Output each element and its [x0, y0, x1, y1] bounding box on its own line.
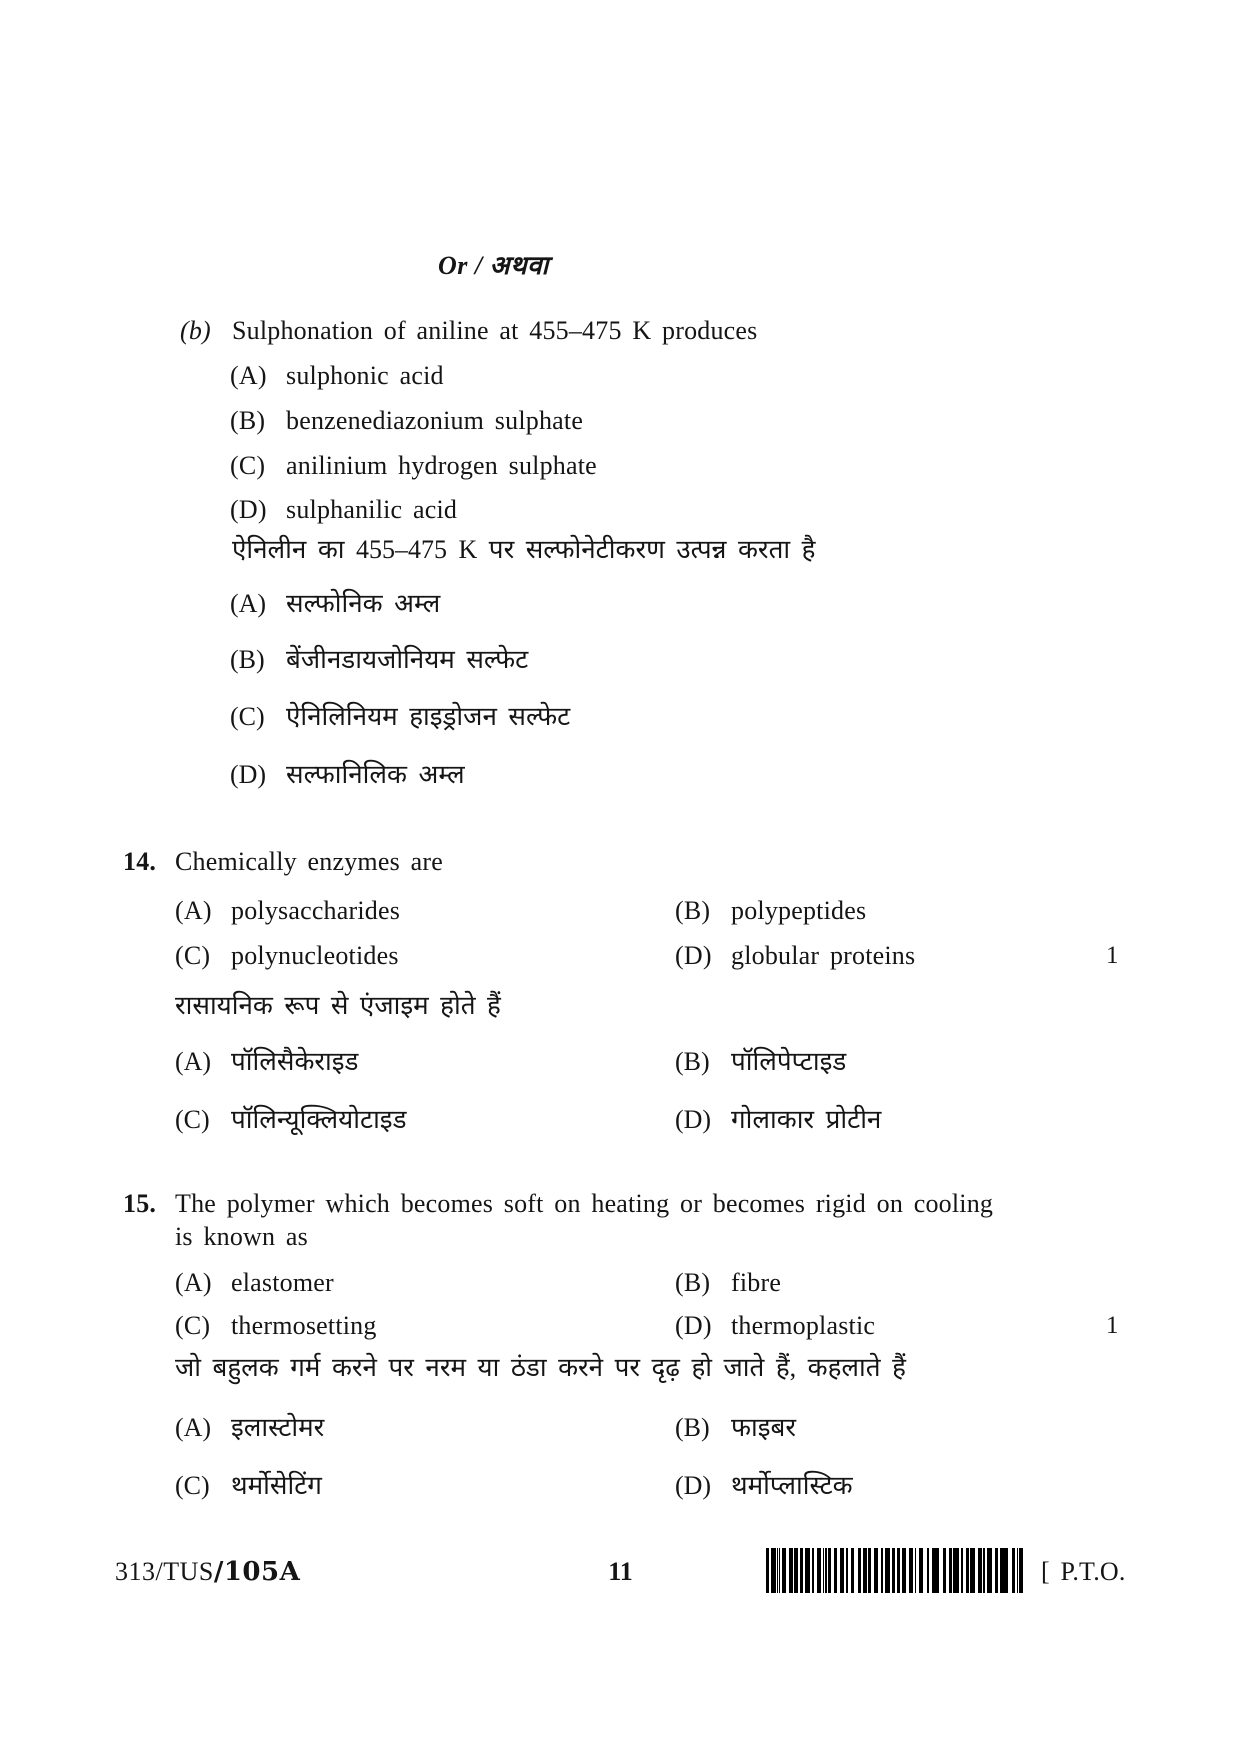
option-text: बेंजीनडायजोनियम सल्फेट	[286, 645, 529, 674]
marks-badge: 1	[1106, 1312, 1119, 1339]
option-text: पॉलिन्यूक्लियोटाइड	[231, 1105, 407, 1134]
option-text: पॉलिपेप्टाइड	[731, 1047, 847, 1076]
question-text-line: The polymer which becomes soft on heating or becomes rigid on cooling	[175, 1189, 994, 1218]
option-label: (C)	[175, 941, 211, 970]
option-row	[175, 895, 400, 928]
option-row	[675, 1267, 781, 1300]
option-label: (D)	[675, 1105, 712, 1134]
barcode	[766, 1548, 1023, 1593]
question-14	[123, 846, 443, 879]
option-label: (B)	[675, 1413, 710, 1442]
option-row	[230, 701, 570, 734]
question-number: 15.	[123, 1189, 157, 1218]
option-text: benzenediazonium sulphate	[286, 406, 584, 435]
marks-badge: 1	[1106, 942, 1119, 969]
option-row	[175, 1310, 377, 1343]
option-label: (C)	[230, 702, 265, 731]
option-row	[230, 405, 583, 438]
option-text: फाइबर	[731, 1413, 797, 1442]
option-text: पॉलिसैकेराइड	[231, 1047, 359, 1076]
option-text: सल्फोनिक अम्ल	[286, 589, 441, 618]
question-text	[175, 1188, 993, 1253]
option-label: (A)	[175, 1047, 212, 1076]
option-text: sulphanilic acid	[286, 495, 458, 524]
option-row	[175, 1267, 334, 1300]
option-text: anilinium hydrogen sulphate	[286, 451, 597, 480]
option-label: (B)	[675, 1047, 710, 1076]
option-text: thermoplastic	[731, 1311, 876, 1340]
option-row	[175, 1104, 406, 1137]
option-row	[675, 895, 866, 928]
option-text: ऐनिलिनियम हाइड्रोजन सल्फेट	[286, 702, 571, 731]
option-label: (D)	[230, 495, 267, 524]
question-15-text-hindi: जो बहुलक गर्म करने पर नरम या ठंडा करने पर दृढ़ हो जाते हैं, कहलाते हैं	[175, 1353, 906, 1382]
option-label: (D)	[675, 941, 712, 970]
option-label: (A)	[230, 589, 267, 618]
option-label: (B)	[675, 896, 711, 925]
option-label: (B)	[230, 406, 266, 435]
option-label: (A)	[230, 361, 267, 390]
sub-question-label: (b)	[180, 316, 211, 345]
page-number: 11	[608, 1557, 633, 1586]
or-divider-heading: Or / अथवा	[438, 251, 549, 280]
sub-question-text-hindi: ऐनिलीन का 455–475 K पर सल्फोनेटीकरण उत्पन्न करता है	[232, 535, 816, 564]
option-label: (D)	[675, 1311, 712, 1340]
option-text: थर्मोप्लास्टिक	[731, 1471, 853, 1500]
option-label: (D)	[230, 760, 267, 789]
option-label: (C)	[175, 1311, 211, 1340]
sub-question-b	[180, 315, 757, 348]
option-text: गोलाकार प्रोटीन	[731, 1105, 882, 1134]
option-text: इलास्टोमर	[231, 1413, 325, 1442]
option-label: (C)	[230, 451, 266, 480]
question-15	[123, 1188, 993, 1253]
question-14-text-hindi: रासायनिक रूप से एंजाइम होते हैं	[175, 991, 501, 1020]
option-row	[230, 644, 528, 677]
option-label: (B)	[230, 645, 265, 674]
question-text: Chemically enzymes are	[175, 847, 443, 876]
option-label: (B)	[675, 1268, 711, 1297]
option-label: (A)	[175, 1268, 212, 1297]
sub-question-text: Sulphonation of aniline at 455–475 K produces	[232, 316, 758, 345]
option-label: (A)	[175, 1413, 212, 1442]
option-text: thermosetting	[231, 1311, 377, 1340]
option-row	[230, 759, 465, 792]
option-text: polypeptides	[731, 896, 867, 925]
option-label: (A)	[175, 896, 212, 925]
option-label: (C)	[175, 1471, 210, 1500]
option-row	[675, 1046, 846, 1079]
option-label: (D)	[675, 1471, 712, 1500]
option-row	[230, 360, 444, 393]
option-text: polysaccharides	[231, 896, 401, 925]
paper-code-number: /105A	[213, 1557, 301, 1587]
pto-label: [ P.T.O.	[1041, 1557, 1126, 1586]
paper-code-series: 313/TUS	[115, 1557, 214, 1586]
question-number: 14.	[123, 847, 157, 876]
option-text: सल्फानिलिक अम्ल	[286, 760, 465, 789]
option-text: globular proteins	[731, 941, 916, 970]
option-row	[175, 1470, 322, 1503]
option-text: polynucleotides	[231, 941, 399, 970]
option-text: elastomer	[231, 1268, 334, 1297]
option-row	[675, 940, 915, 973]
option-text: fibre	[731, 1268, 782, 1297]
option-row	[675, 1104, 881, 1137]
option-row	[175, 1412, 324, 1445]
option-text: थर्मोसेटिंग	[231, 1471, 322, 1500]
option-label: (C)	[175, 1105, 210, 1134]
option-row	[675, 1412, 796, 1445]
option-row	[675, 1310, 875, 1343]
option-row	[230, 494, 457, 527]
option-row	[230, 450, 597, 483]
option-row	[230, 588, 440, 621]
option-row	[175, 940, 399, 973]
option-row	[675, 1470, 853, 1503]
option-text: sulphonic acid	[286, 361, 444, 390]
option-row	[175, 1046, 358, 1079]
question-text-line: is known as	[175, 1221, 308, 1251]
